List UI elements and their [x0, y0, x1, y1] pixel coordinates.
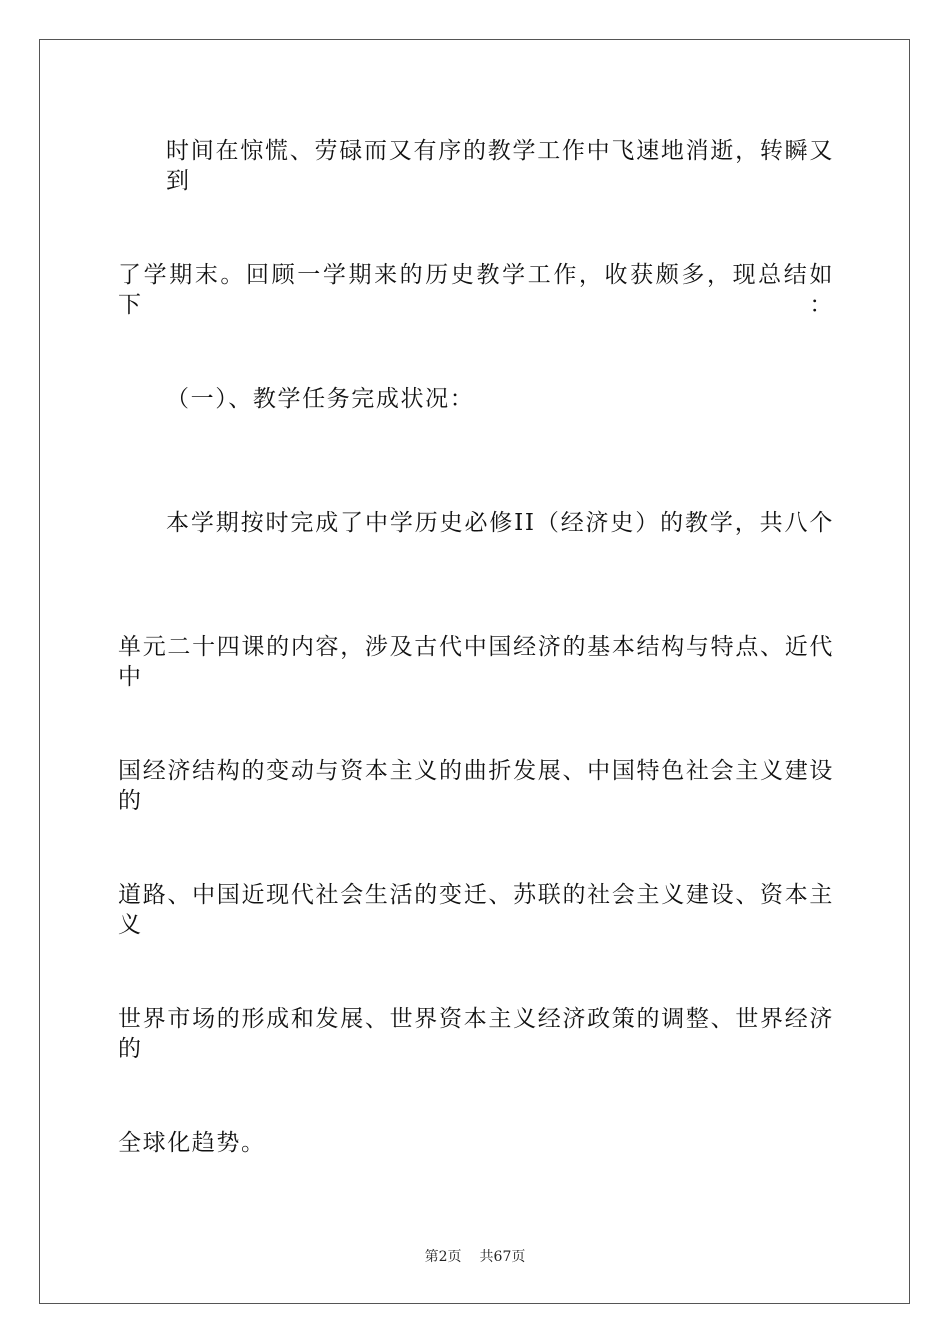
page-number: 第2页 — [424, 1249, 462, 1265]
page-total: 共67页 — [479, 1249, 526, 1265]
paragraph-2-line-1: 本学期按时完成了中学历史必修II（经济史）的教学，共八个 — [166, 510, 834, 536]
page-footer — [0, 1248, 950, 1266]
paragraph-1-line-2: 了学期末。回顾一学期来的历史教学工作，收获颇多，现总结如下： — [118, 262, 834, 318]
paragraph-2-line-4: 道路、中国近现代社会生活的变迁、苏联的社会主义建设、资本主义 — [118, 882, 834, 938]
paragraph-1-line-1: 时间在惊慌、劳碌而又有序的教学工作中飞速地消逝，转瞬又到 — [166, 138, 834, 194]
paragraph-2-line-5: 世界市场的形成和发展、世界资本主义经济政策的调整、世界经济的 — [118, 1006, 834, 1062]
paragraph-2-line-2: 单元二十四课的内容，涉及古代中国经济的基本结构与特点、近代中 — [118, 634, 834, 690]
paragraph-2-line-3: 国经济结构的变动与资本主义的曲折发展、中国特色社会主义建设的 — [118, 758, 834, 814]
paragraph-2-line-6: 全球化趋势。 — [118, 1130, 266, 1156]
section-heading: （一）、教学任务完成状况： — [166, 386, 475, 412]
